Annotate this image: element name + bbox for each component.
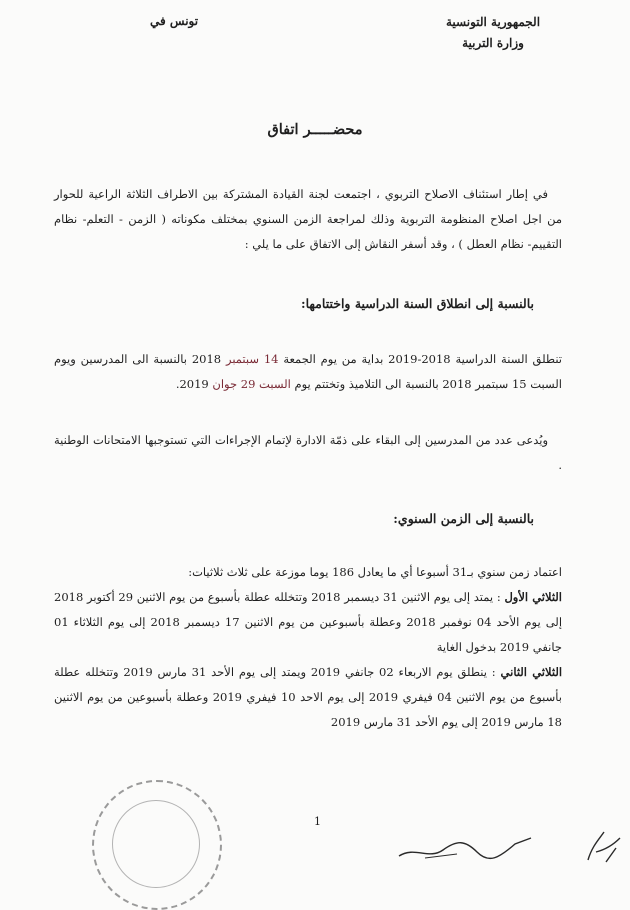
teachers-start-date: 14 سبتمبر <box>225 352 279 366</box>
annual-time-intro: اعتماد زمن سنوي بـ31 أسبوعا أي ما يعادل 186 يوما موزعة على ثلاث ثلاثيات: <box>188 565 562 579</box>
intro-paragraph <box>54 182 562 257</box>
place-date-line: تونس في <box>150 14 199 28</box>
second-trimester-text: : ينطلق يوم الاربعاء 02 جانفي 2019 ويمتد إلى يوم الأحد 31 مارس 2019 وتتخلله عطلة بأسبوع من يوم الاثنين 04 فيفري 2019 إلى يوم الاحد 10 فيفري 2019 وعطلة بأسبوعين من يوم الاثنين 18 مارس 2019 إلى يوم الأحد 31 مارس 2019 <box>54 665 562 729</box>
republic-name: الجمهورية التونسية <box>445 15 541 29</box>
exams-paragraph <box>54 428 562 478</box>
official-stamp-inner-ring <box>112 800 200 888</box>
school-year-text-3: 2019. <box>175 377 209 391</box>
signature-scribble <box>395 828 535 864</box>
page-number: 1 <box>314 815 321 828</box>
first-trimester-label: الثلاثي الأول <box>504 590 563 604</box>
letterhead <box>408 12 578 54</box>
school-year-paragraph <box>54 347 562 397</box>
handwritten-mark <box>582 826 626 866</box>
section-heading-school-year: بالنسبة إلى انطلاق السنة الدراسية واختتامها: <box>301 296 534 311</box>
first-trimester-text: : يمتد إلى يوم الاثنين 31 ديسمبر 2018 وتتخلله عطلة بأسبوع من يوم الاثنين 29 أكتوبر 2018 إلى يوم الأحد 04 نوفمبر 2018 وعطلة بأسبوعين من يوم الاثنين 17 ديسمبر 2018 إلى يوم الثلاثاء 01 جانفي 2019 بدخول الغاية <box>54 590 563 654</box>
exams-text: ويُدعى عدد من المدرسين إلى البقاء على ذمّة الادارة لإتمام الإجراءات التي تستوجبها الامتحانات الوطنية . <box>54 433 562 472</box>
school-year-text-1: تنطلق السنة الدراسية 2018-2019 بداية من يوم الجمعة <box>283 352 562 366</box>
second-trimester-label: الثلاثي الثاني <box>500 665 563 679</box>
end-date: السبت 29 جوان <box>212 377 291 391</box>
ministry-name: وزارة التربية <box>462 36 524 50</box>
document-title: محضـــــر اتفاق <box>267 121 363 138</box>
school-year-text-2: 2018 بالنسبة الى المدرسين ويوم السبت 15 سبتمبر 2018 بالنسبة الى التلاميذ وتختتم يوم <box>54 352 562 391</box>
intro-text: في إطار استئناف الاصلاح التربوي ، اجتمعت لجنة القيادة المشتركة بين الاطراف الثلاثة الراعية للحوار من اجل اصلاح المنظومة التربوية وذلك لمراجعة الزمن السنوي بمختلف مكوناته ( الزمن - التعلم- نظام التقييم- نظام العطل ) ، وقد أسفر النقاش إلى الاتفاق على ما يلي : <box>54 187 562 251</box>
annual-time-paragraph <box>54 560 562 735</box>
section-heading-annual-time: بالنسبة إلى الزمن السنوي: <box>393 511 534 526</box>
